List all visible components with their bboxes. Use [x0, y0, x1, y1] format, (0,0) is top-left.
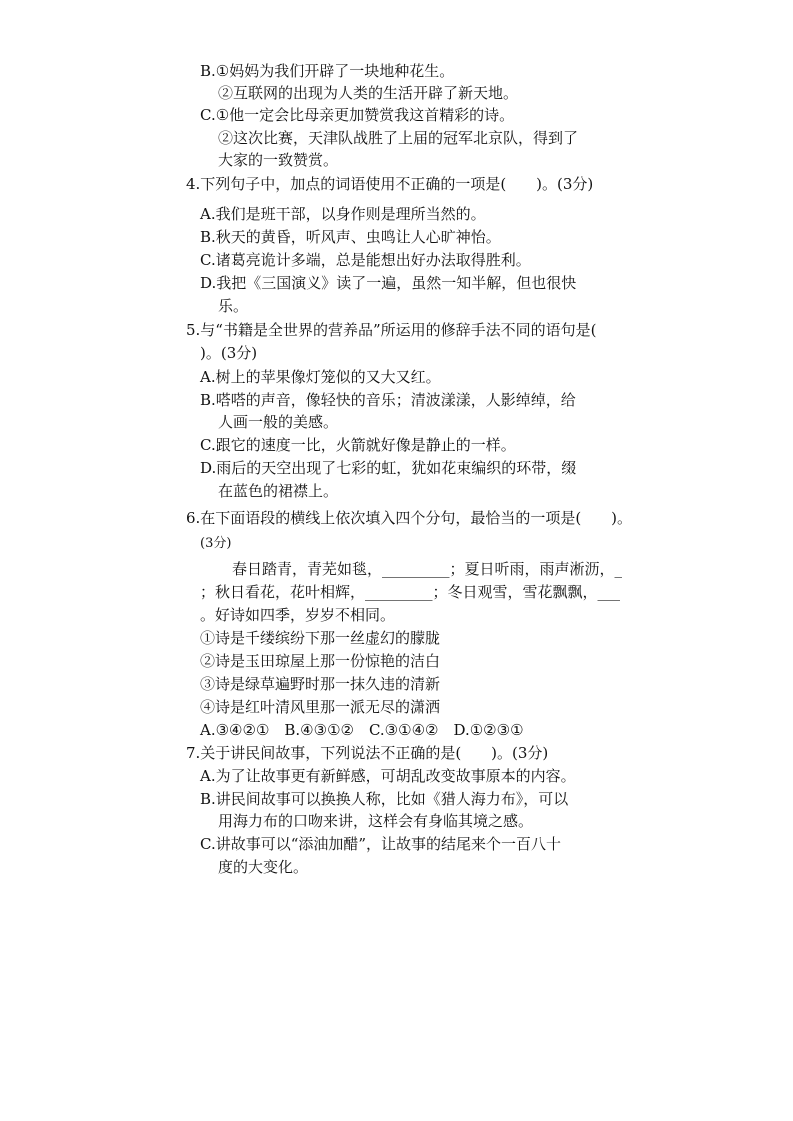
q4-option-d-line1: D.我把《三国演义》读了一遍，虽然一知半解，但也很快	[200, 274, 577, 292]
q4-option-b: B.秋天的黄昏，听风声、虫鸣让人心旷神怡。	[200, 228, 501, 246]
q6-stem-line1: 6.在下面语段的横线上依次填入四个分句，最恰当的一项是( )。	[186, 509, 633, 527]
q6-sentence-4: ④诗是红叶清风里那一派无尽的潇洒	[200, 698, 441, 716]
q5-option-d-line1: D.雨后的天空出现了七彩的虹，犹如花束编织的环带，缀	[200, 459, 577, 477]
q5-stem-line2: )。(3分)	[200, 344, 258, 362]
q7-option-b-line2: 用海力布的口吻来讲，这样会有身临其境之感。	[218, 812, 534, 830]
q7-option-c-line1: C.讲故事可以“添油加醋”，让故事的结尾来个一百八十	[200, 835, 562, 853]
q5-stem-line1: 5.与“书籍是全世界的营养品”所运用的修辞手法不同的语句是(	[186, 321, 597, 339]
q7-option-c-line2: 度的大变化。	[218, 858, 309, 876]
q6-sentence-2: ②诗是玉田琼屋上那一份惊艳的洁白	[200, 652, 441, 670]
q6-answer-choices: A.③④②① B.④③①② C.③①④② D.①②③①	[200, 721, 524, 739]
q3-option-c-line2: ②这次比赛，天津队战胜了上届的冠军北京队，得到了	[218, 129, 579, 147]
q3-option-b-line1: B.①妈妈为我们开辟了一块地种花生。	[200, 62, 455, 80]
q4-stem: 4.下列句子中，加点的词语使用不正确的一项是( )。(3分)	[186, 175, 594, 193]
q7-option-b-line1: B.讲民间故事可以换换人称，比如《猎人海力布》，可以	[200, 790, 569, 808]
q3-option-c-line3: 大家的一致赞赏。	[218, 151, 339, 169]
q5-option-d-line2: 在蓝色的裙襟上。	[218, 482, 339, 500]
q4-option-d-line2: 乐。	[218, 297, 249, 315]
q6-passage-line2: ；秋日看花，花叶相辉，_________；冬日观雪，雪花飘飘，___	[200, 583, 621, 601]
q5-option-a: A.树上的苹果像灯笼似的又大又红。	[200, 368, 441, 386]
q4-option-c: C.诸葛亮诡计多端，总是能想出好办法取得胜利。	[200, 251, 531, 269]
q6-passage-line3: 。好诗如四季，岁岁不相同。	[200, 606, 396, 624]
q5-option-c: C.跟它的速度一比，火箭就好像是静止的一样。	[200, 436, 516, 454]
q7-stem: 7.关于讲民间故事，下列说法不正确的是( )。(3分)	[186, 744, 549, 762]
q7-option-a: A.为了让故事更有新鲜感，可胡乱改变故事原本的内容。	[200, 767, 576, 785]
q3-option-b-line2: ②互联网的出现为人类的生活开辟了新天地。	[218, 84, 519, 102]
q6-stem-line2: (3分)	[200, 536, 232, 551]
q3-option-c-line1: C.①他一定会比母亲更加赞赏我这首精彩的诗。	[200, 106, 515, 124]
q6-sentence-1: ①诗是千缕缤纷下那一丝虚幻的朦胧	[200, 629, 441, 647]
q6-passage-line1: 春日踏青，青芜如毯，_________；夏日听雨，雨声淅沥，_	[232, 560, 623, 578]
q4-option-a: A.我们是班干部，以身作则是理所当然的。	[200, 205, 486, 223]
q5-option-b-line1: B.嗒嗒的声音，像轻快的音乐；清波漾漾，人影绰绰，给	[200, 391, 576, 409]
q5-option-b-line2: 人画一般的美感。	[218, 413, 339, 431]
q6-sentence-3: ③诗是绿草遍野时那一抹久违的清新	[200, 675, 441, 693]
